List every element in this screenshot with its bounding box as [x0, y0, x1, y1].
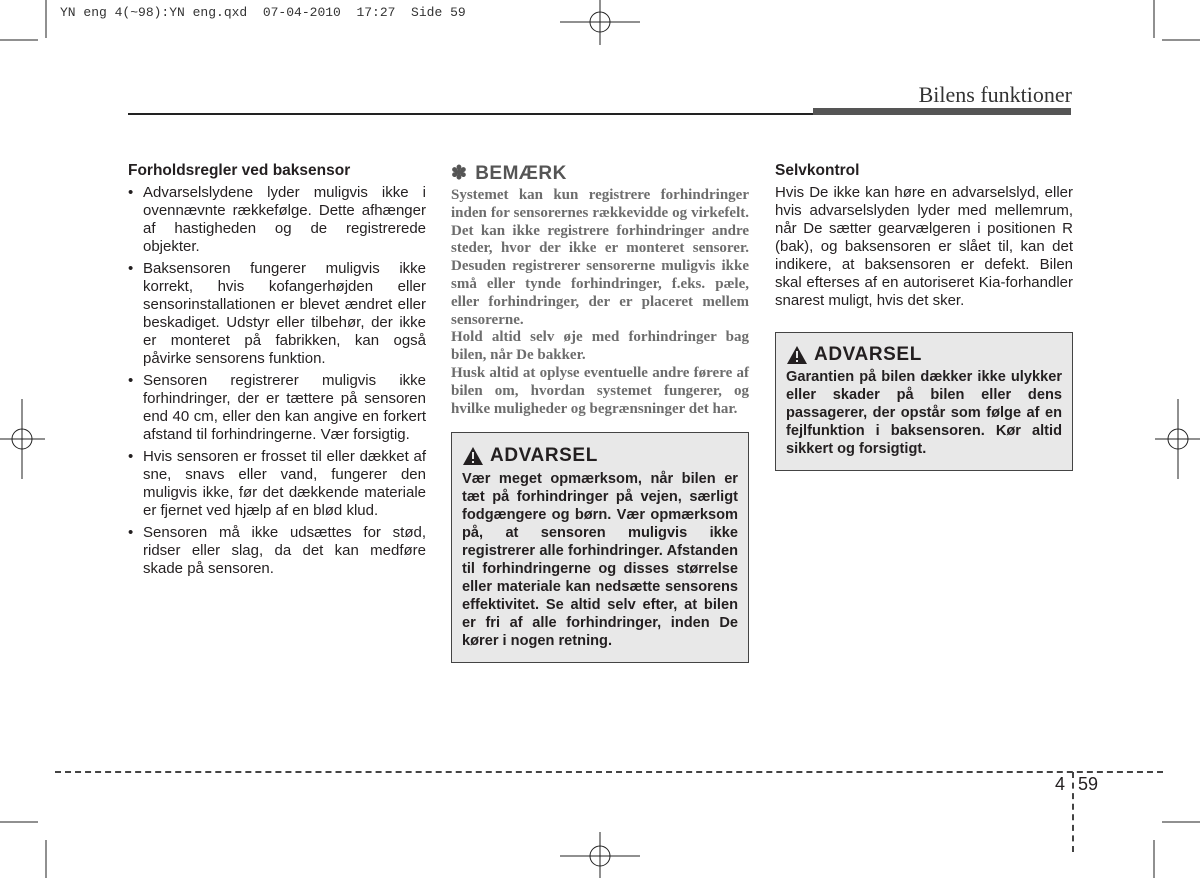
self-check-column	[775, 162, 1073, 471]
list-item: • Sensoren må ikke udsættes for stød, ridser eller slag, da det kan medføre skade på sensoren.	[128, 524, 426, 578]
header-rule-accent	[813, 108, 1071, 115]
self-check-heading: Selvkontrol	[775, 162, 860, 179]
self-check-text: Hvis De ikke kan høre en advarselslyd, eller hvis advarselslyden lyder med mellemrum, når De sætter gearvælgeren i positionen R (bak), og baksensoren er slået til, kan det indikere, at baksensoren er defekt. Bilen skal efterses af en autoriseret Kia-forhandler snarest muligt, hvis det sker.	[775, 184, 1073, 309]
print-slug: YN eng 4(~98):YN eng.qxd 07-04-2010 17:27 Side 59	[60, 5, 466, 20]
note-column	[451, 162, 749, 663]
warning-text: Vær meget opmærksom, når bilen er tæt på forhindringer på vejen, særligt fodgængere og børn. Vær opmærksom på, at sensoren muligvis ikke registrerer alle forhindringer. Afstanden til forhindringerne og disses størrelse eller materiale kan nedsætte sensorens effektivitet. Se altid selv efter, at bilen er fri af alle forhindringer, inden De kører i nogen retning.	[462, 471, 738, 650]
registration-mark-top	[560, 0, 640, 45]
note-star-icon: ✽	[451, 163, 468, 184]
list-item: • Advarselslydene lyder muligvis ikke i ovennævnte rækkefølge. Dette afhænger af hastigheden og de registrerede objekter.	[128, 184, 426, 256]
warning-header	[786, 345, 1062, 365]
header-rule	[128, 113, 813, 115]
note-paragraph: Husk altid at oplyse eventuelle andre førere af bilen om, hvordan systemet fungerer, og hvilke muligheder og begrænsninger det har.	[451, 364, 749, 417]
warning-triangle-icon	[462, 446, 484, 466]
registration-mark-bottom	[560, 832, 640, 878]
precautions-column	[128, 162, 426, 582]
warning-triangle-icon	[786, 345, 808, 365]
list-item: • Baksensoren fungerer muligvis ikke korrekt, hvis kofangerhøjden eller sensorinstallationen er blevet ændret eller beskadiget. Udstyr eller tilbehør, der ikke er monteret på fabrikken, kan også påvirke sensorens funktion.	[128, 260, 426, 368]
page-number: 59	[1078, 774, 1099, 794]
note-title-text: BEMÆRK	[475, 163, 567, 184]
precautions-list	[128, 184, 426, 578]
warning-header	[462, 445, 738, 467]
registration-mark-left	[0, 399, 45, 479]
precautions-heading: Forholdsregler ved baksensor	[128, 162, 351, 179]
footer-rule	[55, 771, 1163, 773]
footer-divider	[1072, 772, 1074, 852]
warning-box	[451, 432, 749, 663]
registration-mark-right	[1155, 399, 1200, 479]
note-paragraph: Systemet kan kun registrere forhindringer inden for sensorernes rækkevidde og virkefelt. Det kan ikke registrere forhindringer andre steder, hvor der ikke er monteret sensorer. Desuden registrerer sensorerne muligvis ikke små eller tynde forhindringer, f.eks. pæle, eller forhindringer, der er placeret mellem sensorerne.	[451, 187, 749, 328]
warning-text: Garantien på bilen dækker ikke ulykker eller skader på bilen eller dens passagerer, der opstår som følge af en fejlfunktion i baksensoren. Kør altid sikkert og forsigtigt.	[786, 369, 1062, 457]
warning-title: ADVARSEL	[814, 344, 922, 365]
chapter-number: 4	[1055, 774, 1066, 794]
warning-box	[775, 332, 1073, 471]
warning-title: ADVARSEL	[490, 445, 598, 467]
note-paragraph: Hold altid selv øje med forhindringer bag bilen, når De bakker.	[451, 329, 749, 364]
note-body	[451, 187, 749, 418]
list-item: • Hvis sensoren er frosset til eller dækket af sne, snavs eller vand, fungerer den muligvis ikke, før det dækkende materiale er fjernet ved hjælp af en blød klud.	[128, 448, 426, 520]
list-item: • Sensoren registrerer muligvis ikke forhindringer, der er tættere på sensoren end 40 cm, eller den kan angive en forkert afstand til forhindringerne. Vær forsigtig.	[128, 372, 426, 444]
note-title	[451, 162, 749, 185]
section-title: Bilens funktioner	[918, 82, 1072, 107]
